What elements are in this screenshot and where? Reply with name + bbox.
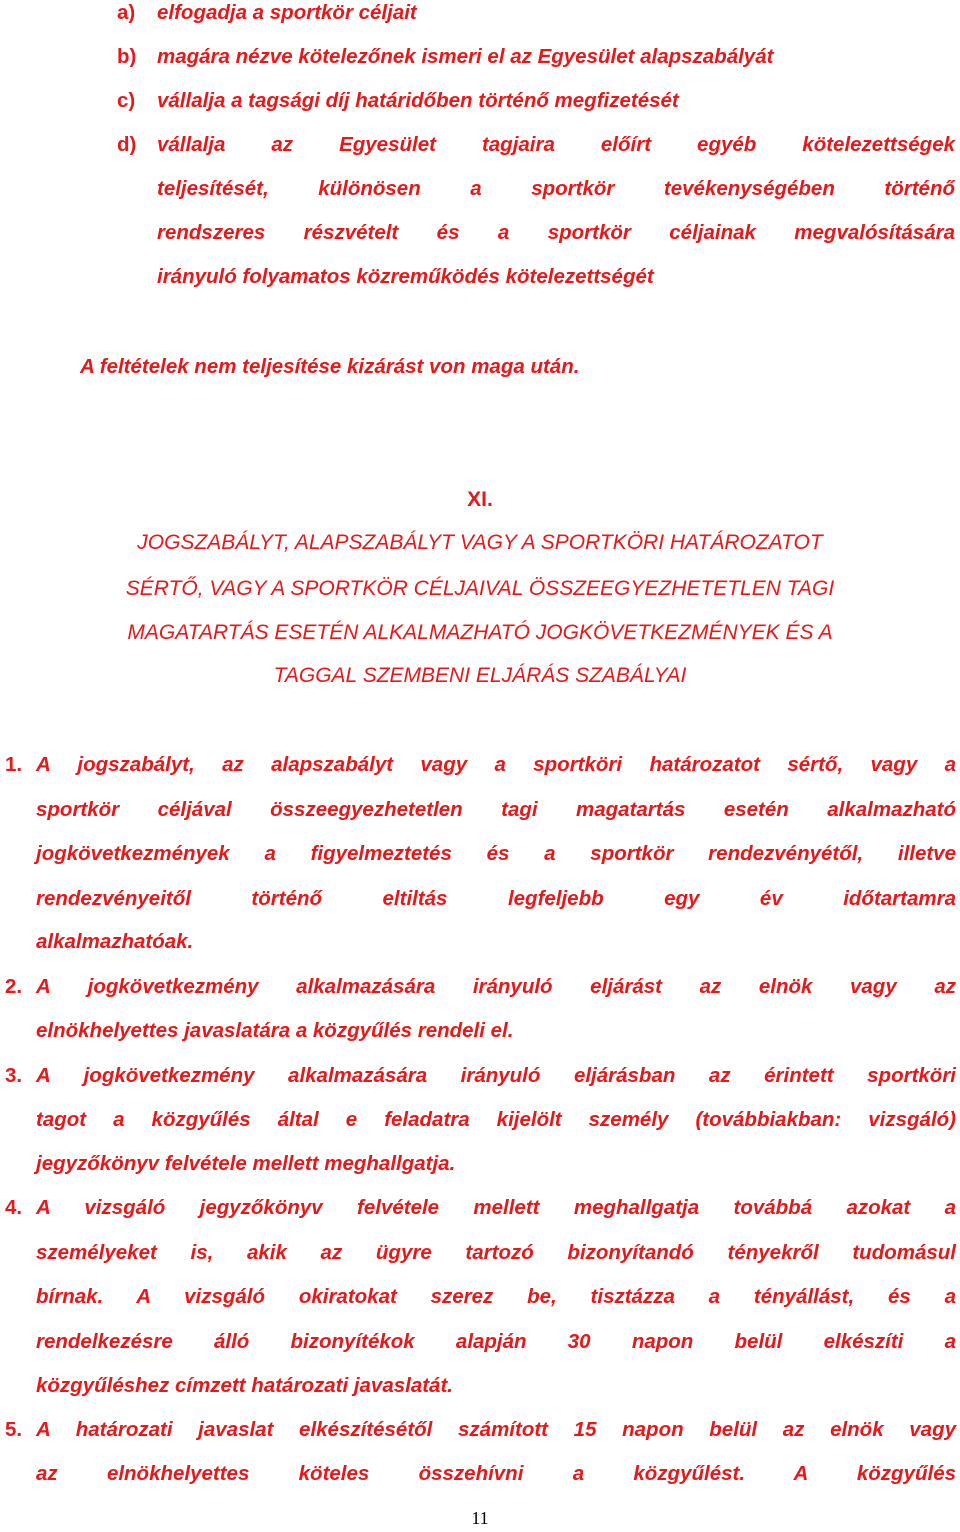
section-title-line (0, 663, 960, 689)
list-marker: d) (117, 133, 137, 156)
list-item-text: magára nézve kötelezőnek ismeri el az Egyesület alapszabályát (157, 45, 774, 68)
paragraph-line: rendezvényeitől történő eltiltás legfeljebb egy év időtartamra (36, 887, 956, 910)
list-item-line: teljesítését, különösen a sportkör tevékenységében történő (157, 177, 955, 200)
paragraph-line: elnökhelyettes javaslatára a közgyűlés rendeli el. (36, 1019, 514, 1042)
paragraph-line: tagot a közgyűlés által e feladatra kijelölt személy (továbbiakban: vizsgáló) (36, 1108, 956, 1131)
title-text: SÉRTŐ, VAGY A SPORTKÖR CÉLJAIVAL ÖSSZEEGYEZHETETLEN TAGI (125, 577, 835, 600)
list-marker: b) (117, 45, 137, 68)
paragraph-number: 3. (5, 1064, 23, 1087)
paragraph-line: jogkövetkezmények a figyelmeztetés és a sportkör rendezvényétől, illetve (36, 842, 956, 865)
section-title-line (0, 576, 960, 602)
section-title-line (0, 530, 960, 556)
paragraph-number: 1. (5, 753, 23, 776)
paragraph-line: jegyzőkönyv felvétele mellett meghallgatja. (36, 1152, 456, 1175)
paragraph-line: A határozati javaslat elkészítésétől számított 15 napon belül az elnök vagy (36, 1418, 956, 1441)
list-item-line: vállalja az Egyesület tagjaira előírt egyéb kötelezettségek (157, 133, 955, 156)
paragraph-number: 5. (5, 1418, 23, 1441)
title-text: JOGSZABÁLYT, ALAPSZABÁLYT VAGY A SPORTKÖRI HATÁROZATOT (137, 531, 823, 554)
paragraph-line: A jogkövetkezmény alkalmazására irányuló eljárást az elnök vagy az (36, 975, 956, 998)
page-number: 11 (471, 1508, 489, 1528)
paragraph-number: 2. (5, 975, 23, 998)
list-item-line: rendszeres részvételt és a sportkör céljainak megvalósítására (157, 221, 955, 244)
paragraph-line: közgyűléshez címzett határozati javaslatát. (36, 1374, 453, 1397)
paragraph-line: bírnak. A vizsgáló okiratokat szerez be, tisztázza a tényállást, és a (36, 1285, 956, 1308)
list-marker: c) (117, 89, 136, 112)
paragraph-line: alkalmazhatóak. (36, 930, 194, 953)
paragraph-number: 4. (5, 1196, 23, 1219)
paragraph-line: személyeket is, akik az ügyre tartozó bizonyítandó tényekről tudomásul (36, 1241, 956, 1264)
list-item-text: elfogadja a sportkör céljait (157, 1, 417, 24)
title-text: MAGATARTÁS ESETÉN ALKALMAZHATÓ JOGKÖVETKEZMÉNYEK ÉS A (127, 621, 833, 644)
section-title-line (0, 620, 960, 646)
paragraph-line: A jogkövetkezmény alkalmazására irányuló eljárásban az érintett sportköri (36, 1064, 956, 1087)
paragraph-line: rendelkezésre álló bizonyítékok alapján 30 napon belül elkészíti a (36, 1330, 956, 1353)
title-text: TAGGAL SZEMBENI ELJÁRÁS SZABÁLYAI (273, 664, 687, 687)
paragraph-line: az elnökhelyettes köteles összehívni a közgyűlést. A közgyűlés (36, 1462, 956, 1485)
paragraph-line: sportkör céljával összeegyezhetetlen tagi magatartás esetén alkalmazható (36, 798, 956, 821)
section-number: XI. (467, 488, 493, 511)
list-marker: a) (117, 1, 136, 24)
paragraph-line: A vizsgáló jegyzőkönyv felvétele mellett meghallgatja továbbá azokat a (36, 1196, 956, 1219)
list-item-line: irányuló folyamatos közreműködés kötelezettségét (157, 265, 654, 288)
list-item-text: vállalja a tagsági díj határidőben történő megfizetését (157, 89, 679, 112)
closing-note: A feltételek nem teljesítése kizárást von maga után. (80, 355, 580, 378)
paragraph-line: A jogszabályt, az alapszabályt vagy a sportköri határozatot sértő, vagy a (36, 753, 956, 776)
